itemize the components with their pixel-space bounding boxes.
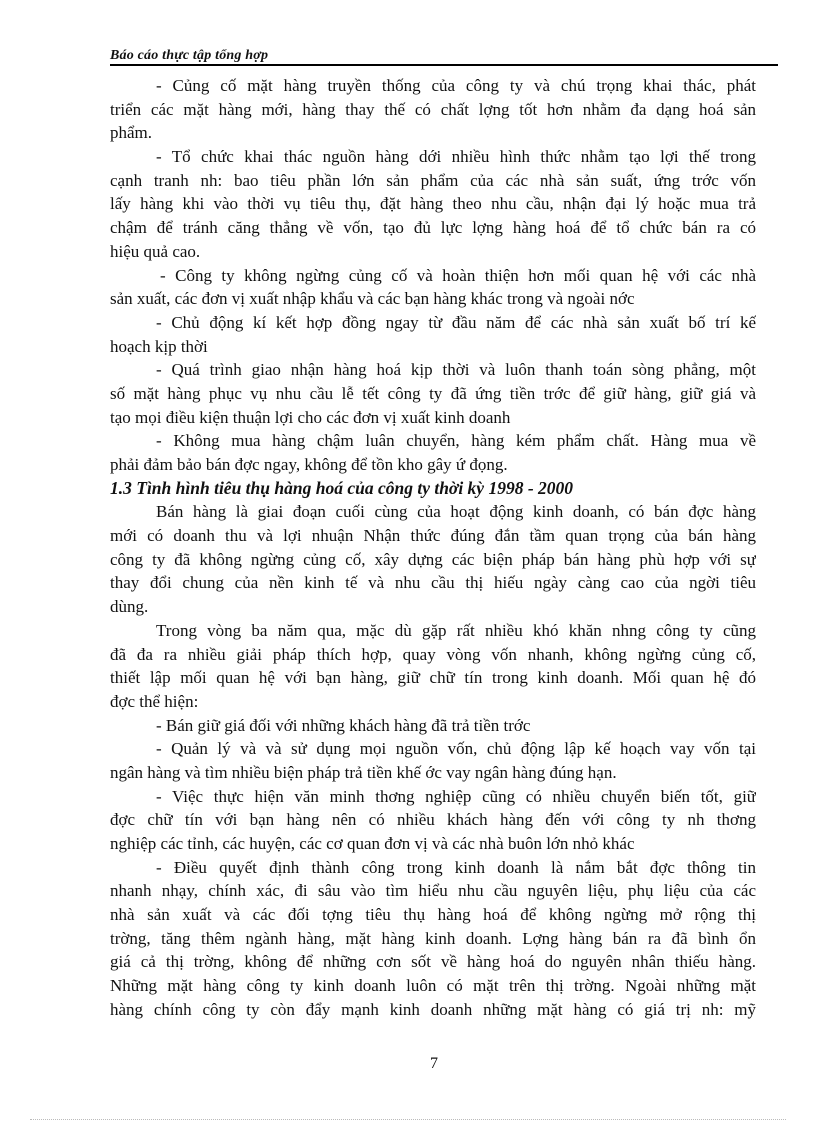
text-line: phải đảm bảo bán đợc ngay, không để tồn kho gây ứ đọng.: [110, 455, 508, 474]
text-line: đợc chữ tín với bạn hàng nên có nhiều khách hàng đến với công ty nh thơng: [110, 810, 756, 830]
text-line: triển các mặt hàng mới, hàng thay thế có chất lợng tốt hơn nhằm đa dạng hoá sản: [110, 99, 756, 119]
text-line: dùng.: [110, 597, 149, 617]
text-line: hàng chính công ty còn đẩy mạnh kinh doanh những mặt hàng có giá trị nh: mỹ: [110, 999, 756, 1019]
footer-divider: [30, 1119, 786, 1120]
text-line: - Công ty không ngừng củng cố và hoàn thiện hơn mối quan hệ với các nhà: [160, 265, 756, 285]
text-line: nhà sản xuất và các đối tợng tiêu thụ hàng hoá để không ngừng mở rộng thị: [110, 905, 756, 925]
text-line: cạnh tranh nh: bao tiêu phần lớn sản phẩm của các nhà sản suất, ứng trớc vốn: [110, 170, 756, 190]
page-number: 7: [430, 1055, 438, 1072]
text-line: sản xuất, các đơn vị xuất nhập khẩu và các bạn hàng khác trong và ngoài nớc: [110, 289, 635, 309]
text-line: - Quản lý và và sử dụng mọi nguồn vốn, chủ động lập kế hoạch vay vốn tại: [156, 739, 756, 759]
text-line: - Tổ chức khai thác nguồn hàng dới nhiều hình thức nhằm tạo lợi thế trong: [156, 147, 756, 167]
text-line: số mặt hàng phục vụ nhu cầu lễ tết công ty đã ứng tiền trớc để giữ hàng, giữ giá và: [110, 383, 756, 403]
text-line: lấy hàng khi vào thời vụ tiêu thụ, đặt hàng theo nhu cầu, nhận đại lý hoặc mua trả: [110, 194, 756, 214]
text-line: trờng, tăng thêm ngành hàng, mặt hàng kinh doanh. Lợng hàng bán ra đã bình ổn: [110, 928, 756, 948]
text-line: ngân hàng và tìm nhiều biện pháp trả tiền khế ớc vay ngân hàng đúng hạn.: [110, 762, 617, 782]
text-line: thiết lập mối quan hệ với bạn hàng, giữ chữ tín trong kinh doanh. Mối quan hệ đó: [110, 668, 756, 688]
text-line: thay đổi chung của nền kinh tế và nhu cầu thị hiếu ngày càng cao của ngời tiêu: [110, 573, 756, 593]
page-header: [110, 46, 778, 66]
text-line: Trong vòng ba năm qua, mặc dù gặp rất nhiều khó khăn nhng công ty cũng: [156, 620, 756, 640]
text-line: giá cả thị trờng, không để những cơn sốt về hàng hoá do nguyên nhân thiếu hàng.: [110, 952, 756, 972]
header-title: Báo cáo thực tập tổng hợp: [110, 48, 269, 63]
document-body: [110, 74, 756, 1022]
section-heading: 1.3 Tình hình tiêu thụ hàng hoá của công ty thời kỳ 1998 - 2000: [110, 477, 574, 498]
text-line: hoạch kịp thời: [110, 336, 208, 356]
text-line: - Củng cố mặt hàng truyền thống của công ty và chú trọng khai thác, phát: [156, 76, 756, 95]
text-line: phẩm.: [110, 123, 153, 143]
text-line: đã đa ra nhiều giải pháp thích hợp, quay vòng vốn nhanh, không ngừng củng cố,: [110, 644, 756, 664]
text-line: nhanh nhạy, chính xác, đi sâu vào tìm hiểu nhu cầu nguyên liệu, phụ liệu của các: [110, 881, 756, 901]
text-line: nghiệp các tỉnh, các huyện, các cơ quan đơn vị và các nhà buôn lớn nhỏ khác: [110, 834, 635, 853]
text-line: tạo mọi điều kiện thuận lợi cho các đơn vị xuất kinh doanh: [110, 407, 511, 427]
text-line: đợc thể hiện:: [110, 691, 199, 711]
text-line: mới có doanh thu và lợi nhuận Nhận thức đúng đắn tầm quan trọng của bán hàng: [110, 526, 756, 546]
text-line: - Điều quyết định thành công trong kinh doanh là nắm bắt đợc thông tin: [156, 857, 756, 877]
text-line: hiệu quả cao.: [110, 241, 201, 261]
text-line: - Việc thực hiện văn minh thơng nghiệp cũng có nhiều chuyển biến tốt, giữ: [156, 786, 756, 806]
text-line: Bán hàng là giai đoạn cuối cùng của hoạt động kinh doanh, có bán đợc hàng: [156, 502, 756, 522]
text-line: công ty đã không ngừng củng cố, xây dựng các biện pháp bán hàng phù hợp với sự: [110, 549, 756, 569]
text-line: Những mặt hàng công ty kinh doanh luôn có mặt trên thị trờng. Ngoài những mặt: [110, 976, 756, 996]
text-line: chậm để tránh căng thẳng về vốn, tạo đủ lực lợng hàng hoá để tổ chức bán ra có: [110, 218, 756, 238]
text-line: - Quá trình giao nhận hàng hoá kịp thời và luôn thanh toán sòng phẳng, một: [156, 360, 756, 380]
text-line: - Chủ động kí kết hợp đồng ngay từ đầu năm để các nhà sản xuất bố trí kế: [156, 312, 756, 332]
text-line: - Bán giữ giá đối với những khách hàng đã trả tiền trớc: [156, 715, 531, 735]
text-line: - Không mua hàng chậm luân chuyển, hàng kém phẩm chất. Hàng mua về: [156, 431, 756, 451]
